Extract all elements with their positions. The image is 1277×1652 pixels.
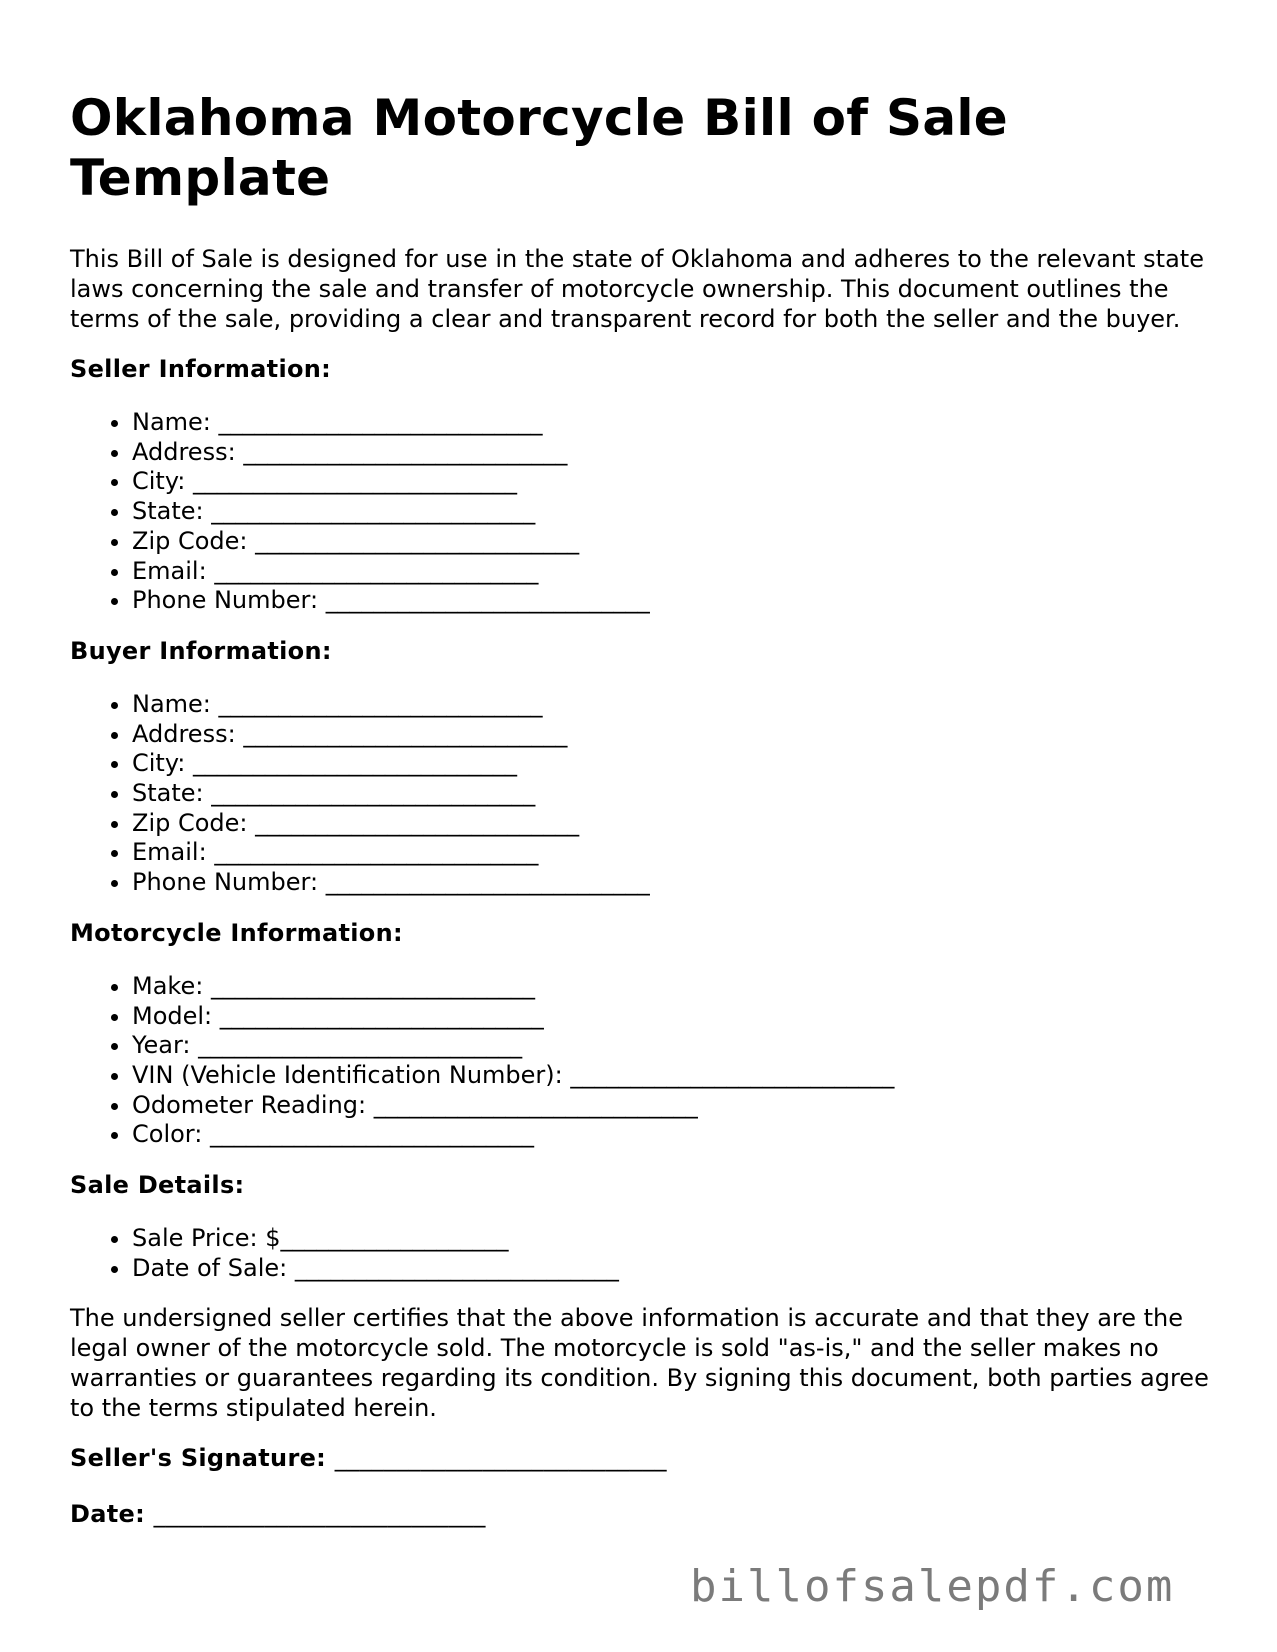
buyer-email-blank[interactable]: ___________________________ xyxy=(214,838,539,867)
seller-address-field: • Address: ___________________________ xyxy=(132,438,1210,468)
sale-date-blank[interactable]: ___________________________ xyxy=(294,1253,619,1282)
motorcycle-make-field: • Make: ___________________________ xyxy=(132,972,1210,1002)
seller-field-list xyxy=(70,408,1210,616)
buyer-phone-blank[interactable]: ___________________________ xyxy=(325,868,650,897)
buyer-zip-field: • Zip Code: ___________________________ xyxy=(132,809,1210,839)
motorcycle-model-field: • Model: ___________________________ xyxy=(132,1002,1210,1032)
buyer-state-blank[interactable]: ___________________________ xyxy=(211,779,536,808)
date-blank[interactable]: ___________________________ xyxy=(153,1500,486,1529)
buyer-section-heading: Buyer Information: xyxy=(70,636,332,665)
seller-city-field: • City: ___________________________ xyxy=(132,467,1210,497)
motorcycle-model-blank[interactable]: ___________________________ xyxy=(219,1001,544,1030)
motorcycle-make-blank[interactable]: ___________________________ xyxy=(210,971,535,1000)
sale-field-list xyxy=(70,1224,1210,1283)
document-page xyxy=(70,88,1210,1555)
buyer-address-field: • Address: ___________________________ xyxy=(132,720,1210,750)
sale-price-blank[interactable]: ___________________ xyxy=(280,1224,509,1253)
watermark: billofsalepdf.com xyxy=(690,1561,1175,1612)
buyer-name-blank[interactable]: ___________________________ xyxy=(218,689,543,718)
seller-section-heading: Seller Information: xyxy=(70,355,332,383)
seller-email-blank[interactable]: ___________________________ xyxy=(214,556,539,585)
motorcycle-field-list xyxy=(70,972,1210,1150)
buyer-address-blank[interactable]: ___________________________ xyxy=(243,719,568,748)
seller-phone-blank[interactable]: ___________________________ xyxy=(325,586,650,615)
motorcycle-year-blank[interactable]: ___________________________ xyxy=(198,1031,523,1060)
motorcycle-vin-field: • VIN (Vehicle Identification Number): ___________________________ xyxy=(132,1061,1210,1091)
buyer-email-field: • Email: ___________________________ xyxy=(132,838,1210,868)
seller-email-field: • Email: ___________________________ xyxy=(132,557,1210,587)
motorcycle-color-field: • Color: ___________________________ xyxy=(132,1120,1210,1150)
buyer-city-blank[interactable]: ___________________________ xyxy=(193,749,518,778)
buyer-state-field: • State: ___________________________ xyxy=(132,779,1210,809)
seller-address-blank[interactable]: ___________________________ xyxy=(243,437,568,466)
motorcycle-year-field: • Year: ___________________________ xyxy=(132,1031,1210,1061)
motorcycle-section-heading: Motorcycle Information: xyxy=(70,918,403,947)
buyer-field-list xyxy=(70,690,1210,898)
seller-name-field: • Name: ___________________________ xyxy=(132,408,1210,438)
seller-state-field: • State: ___________________________ xyxy=(132,497,1210,527)
seller-signature-line: Seller's Signature: ___________________________ xyxy=(70,1444,667,1473)
page-title: Oklahoma Motorcycle Bill of Sale Template xyxy=(70,89,1009,207)
motorcycle-odometer-field: • Odometer Reading: ___________________________ xyxy=(132,1091,1210,1121)
seller-state-blank[interactable]: ___________________________ xyxy=(211,497,536,526)
motorcycle-color-blank[interactable]: ___________________________ xyxy=(209,1120,534,1149)
seller-zip-blank[interactable]: ___________________________ xyxy=(255,526,580,555)
seller-city-blank[interactable]: ___________________________ xyxy=(193,467,518,496)
buyer-phone-field: • Phone Number: ___________________________ xyxy=(132,868,1210,898)
intro-paragraph: This Bill of Sale is designed for use in the state of Oklahoma and adheres to the relevant state laws concerning the sale and transfer of motorcycle ownership. This document outlines the terms of the sale, providing a clear and transparent record for both the seller and the buyer. xyxy=(70,245,1204,333)
date-line: Date: ___________________________ xyxy=(70,1500,486,1529)
buyer-name-field: • Name: ___________________________ xyxy=(132,690,1210,720)
seller-phone-field: • Phone Number: ___________________________ xyxy=(132,586,1210,616)
certification-paragraph: The undersigned seller certifies that the above information is accurate and that they are the legal owner of the motorcycle sold. The motorcycle is sold "as-is," and the seller makes no warranties or guarantees regarding its condition. By signing this document, both parties agree to the terms stipulated herein. xyxy=(70,1304,1209,1423)
seller-signature-blank[interactable]: ___________________________ xyxy=(334,1444,667,1473)
motorcycle-odometer-blank[interactable]: ___________________________ xyxy=(373,1090,698,1119)
motorcycle-vin-blank[interactable]: ___________________________ xyxy=(570,1060,895,1089)
sale-section-heading: Sale Details: xyxy=(70,1171,245,1200)
seller-zip-field: • Zip Code: ___________________________ xyxy=(132,527,1210,557)
buyer-zip-blank[interactable]: ___________________________ xyxy=(255,808,580,837)
sale-date-field: • Date of Sale: ___________________________ xyxy=(132,1254,1210,1284)
sale-price-field: • Sale Price: $___________________ xyxy=(132,1224,1210,1254)
seller-name-blank[interactable]: ___________________________ xyxy=(218,408,543,436)
buyer-city-field: • City: ___________________________ xyxy=(132,749,1210,779)
